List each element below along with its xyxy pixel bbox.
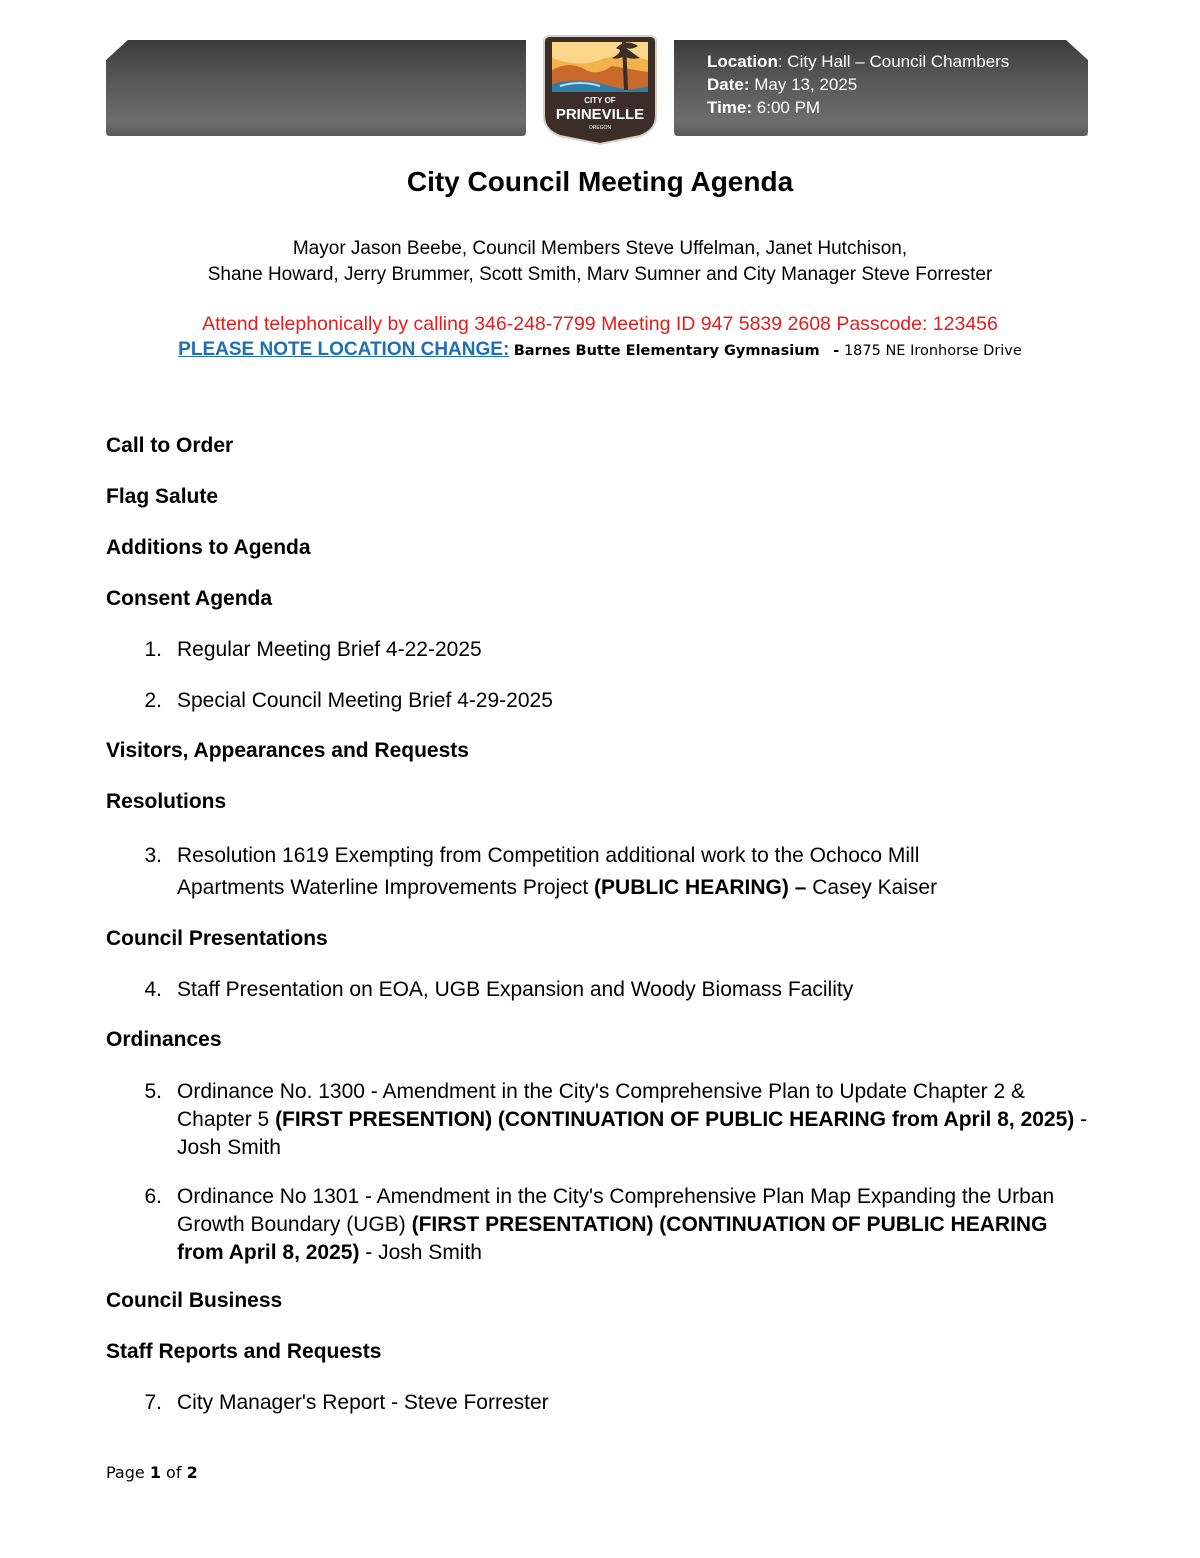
heading-council-business: Council Business [106, 1289, 283, 1312]
header-banner-left [106, 40, 526, 136]
location-change-place: Barnes Butte Elementary Gymnasium [513, 343, 820, 359]
heading-additions-to-agenda: Additions to Agenda [106, 536, 311, 559]
location-change-separator: - [833, 343, 840, 359]
location-change-label: PLEASE NOTE LOCATION CHANGE: [178, 339, 510, 360]
agenda-item-text: Staff Presentation on EOA, UGB Expansion and Woody Biomass Facility [177, 978, 854, 1001]
logo-oregon: OREGON [588, 125, 612, 131]
agenda-item-text: Special Council Meeting Brief 4-29-2025 [177, 689, 553, 712]
agenda-item-number: 2. [144, 689, 162, 712]
heading-call-to-order: Call to Order [106, 434, 234, 457]
agenda-item-number: 4. [144, 978, 162, 1001]
agenda-item-text: Resolution 1619 Exempting from Competition additional work to the Ochoco Mill Apartments Waterline Improvements Project (PUBLIC HEARING) – Casey Kaiser [177, 844, 938, 899]
agenda-item-number: 3. [144, 844, 162, 867]
location-change-address: 1875 NE Ironhorse Drive [843, 343, 1022, 359]
council-members [0, 236, 1200, 288]
page-number-footer: Page 1 of 2 [106, 1463, 198, 1482]
heading-ordinances: Ordinances [106, 1028, 222, 1051]
logo-city-of: CITY OF [584, 96, 616, 105]
heading-visitors: Visitors, Appearances and Requests [106, 739, 469, 762]
meeting-location: Location: City Hall – Council Chambers [707, 52, 1010, 71]
agenda-item-text: City Manager's Report - Steve Forrester [177, 1391, 549, 1414]
agenda-item-number: 7. [144, 1391, 162, 1414]
current-page: 1 [149, 1463, 161, 1482]
city-of-prineville-logo [540, 30, 660, 146]
agenda-item-number: 1. [144, 638, 162, 661]
page-title: City Council Meeting Agenda [406, 166, 794, 197]
logo-prineville: PRINEVILLE [555, 106, 645, 123]
heading-council-presentations: Council Presentations [106, 927, 328, 950]
agenda-item-number: 5. [144, 1080, 162, 1103]
heading-consent-agenda: Consent Agenda [106, 587, 273, 610]
meeting-date: Date: May 13, 2025 [707, 75, 858, 94]
heading-staff-reports: Staff Reports and Requests [106, 1340, 382, 1363]
agenda-item-number: 6. [144, 1185, 162, 1208]
phone-attendance-notice: Attend telephonically by calling 346-248-7799 Meeting ID 947 5839 2608 Passcode: 123456 [202, 313, 998, 335]
council-members-line-2: Shane Howard, Jerry Brummer, Scott Smith, Marv Sumner and City Manager Steve Forrester [207, 264, 993, 285]
heading-resolutions: Resolutions [106, 790, 227, 813]
agenda-item-text: Ordinance No. 1300 - Amendment in the City's Comprehensive Plan to Update Chapter 2 & Chapter 5 (FIRST PRESENTION) (CONTINUATION OF PUBLIC HEARING from April 8, 2025) - Josh Smith [177, 1080, 1088, 1159]
meeting-time: Time: 6:00 PM [707, 98, 821, 117]
heading-flag-salute: Flag Salute [106, 485, 219, 508]
council-members-line-1: Mayor Jason Beebe, Council Members Steve Uffelman, Janet Hutchison, [292, 238, 908, 259]
total-pages: 2 [186, 1463, 198, 1482]
meeting-info [707, 50, 1009, 119]
location-change-notice [0, 339, 1200, 361]
agenda-item-text: Ordinance No 1301 - Amendment in the City's Comprehensive Plan Map Expanding the Urban Growth Boundary (UGB) (FIRST PRESENTATION) (CONTINUATION OF PUBLIC HEARING from April 8, 2025) - Josh Smith [177, 1185, 1055, 1264]
agenda-item-text: Regular Meeting Brief 4-22-2025 [177, 638, 482, 661]
